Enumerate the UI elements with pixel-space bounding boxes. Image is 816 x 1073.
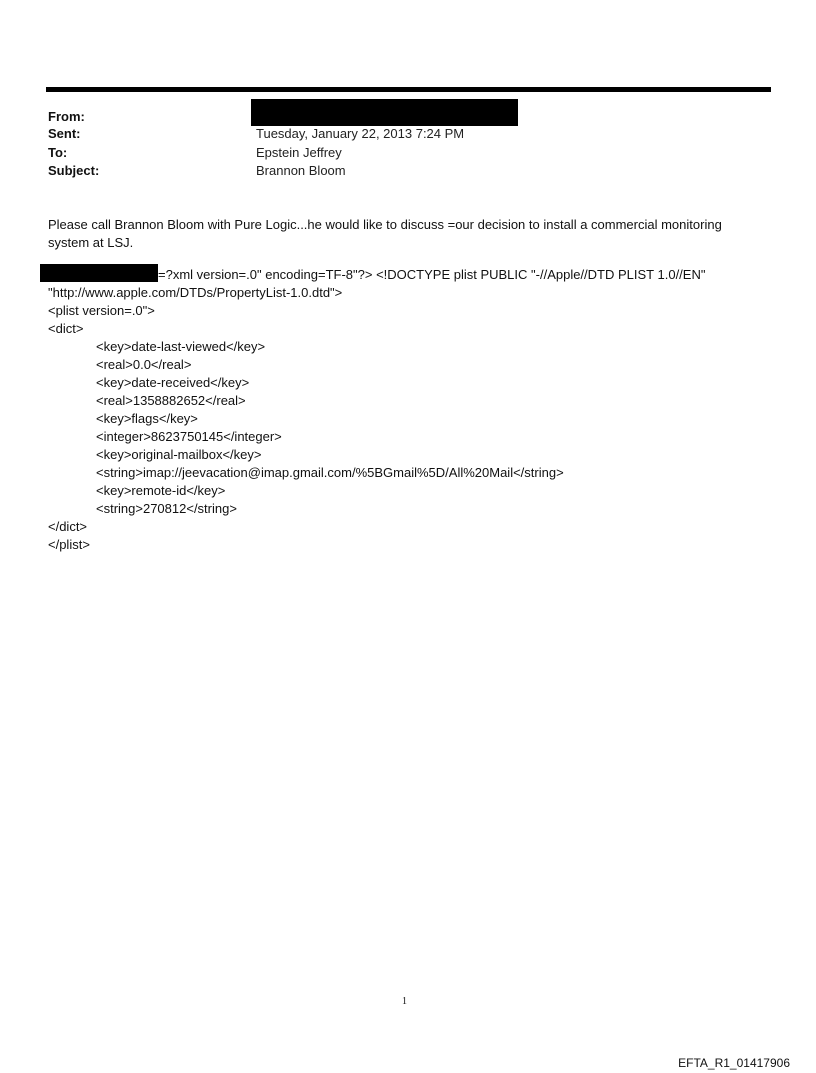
xml-dict-open: <dict> [48,321,84,336]
plist-entry: <integer>8623750145</integer> [96,429,282,444]
plist-entry: <real>1358882652</real> [96,393,246,408]
header-rule [46,87,771,92]
page-number: 1 [402,996,407,1007]
to-value: Epstein Jeffrey [256,145,342,160]
plist-entry: <key>date-last-viewed</key> [96,339,266,354]
xml-plist-open: <plist version=.0"> [48,303,155,318]
body-redaction [40,264,158,282]
plist-entry: <key>original-mailbox</key> [96,447,262,462]
xml-dict-close: </dict> [48,519,88,534]
message-body: Please call Brannon Bloom with Pure Logic...he would like to discuss =our decision to install a commercial monitoring system at LSJ. [48,217,722,250]
from-label: From: [48,109,85,124]
sent-label: Sent: [48,126,81,141]
xml-declaration: =?xml version=.0" encoding=TF-8"?> <!DOCTYPE plist PUBLIC "-//Apple//DTD PLIST 1.0//EN" [158,267,706,282]
to-label: To: [48,145,68,160]
subject-label: Subject: [48,163,100,178]
bates-number: EFTA_R1_01417906 [678,1056,790,1070]
plist-entry: <real>0.0</real> [96,357,192,372]
from-redaction [251,99,518,126]
plist-entry: <key>remote-id</key> [96,483,226,498]
plist-entry: <string>imap://jeevacation@imap.gmail.com/%5BGmail%5D/All%20Mail</string> [96,465,564,480]
plist-entry: <string>270812</string> [96,501,237,516]
plist-entry: <key>flags</key> [96,411,198,426]
plist-entry: <key>date-received</key> [96,375,250,390]
sent-value: Tuesday, January 22, 2013 7:24 PM [256,126,465,141]
xml-plist-close: </plist> [48,537,90,552]
xml-dtd-url: "http://www.apple.com/DTDs/PropertyList-1.0.dtd"> [48,285,343,300]
subject-value: Brannon Bloom [256,163,346,178]
